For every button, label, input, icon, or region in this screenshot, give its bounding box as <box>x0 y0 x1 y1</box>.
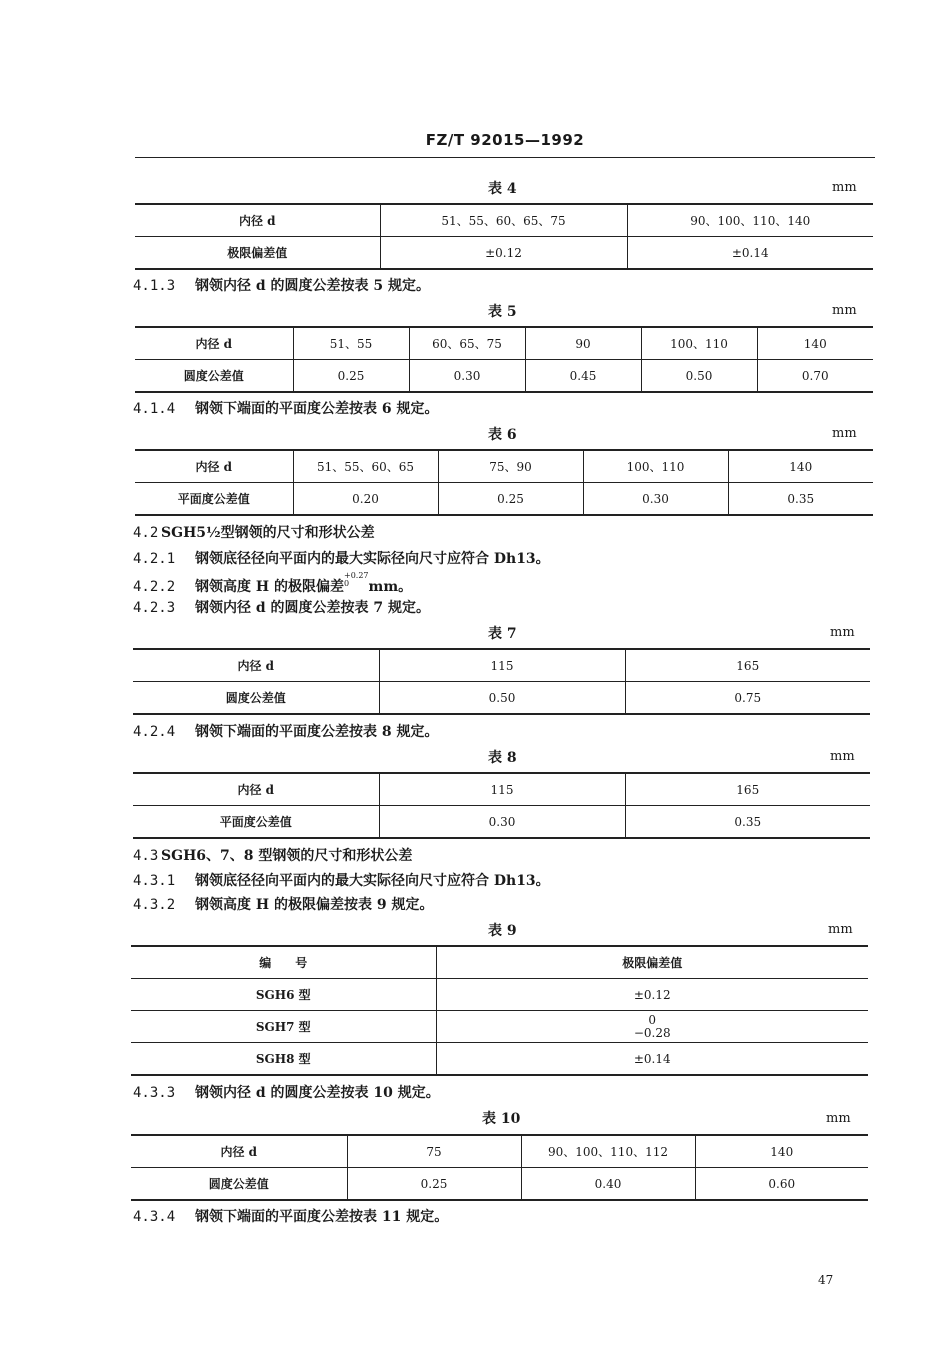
table-10 <box>131 1134 868 1201</box>
table-cell: 圆度公差值 <box>135 360 293 393</box>
table-row <box>133 806 870 839</box>
table-cell: 0.20 <box>293 483 438 516</box>
table-10-caption: 表 10 <box>482 1111 521 1127</box>
clause-text: 钢领底径径向平面内的最大实际径向尺寸应符合 Dh13。 <box>195 873 550 889</box>
table-cell: 内径 d <box>237 659 275 673</box>
table-cell-tolerance <box>436 1011 868 1043</box>
table-cell: 0.30 <box>409 360 525 393</box>
table-cell: 140 <box>728 450 873 483</box>
table-row <box>135 483 873 516</box>
clause-4-2-4 <box>133 721 439 741</box>
table-row <box>133 773 870 806</box>
table-cell: 75、90 <box>438 450 583 483</box>
header-rule <box>135 157 875 158</box>
table-cell: 0.30 <box>379 806 625 839</box>
table-row <box>131 1168 868 1201</box>
table-cell: 0.60 <box>695 1168 868 1201</box>
section-number: 4.3 <box>133 848 159 864</box>
table-row <box>133 649 870 682</box>
clause-number: 4.2.1 <box>133 551 176 567</box>
table-cell: 115 <box>379 649 625 682</box>
table-row <box>131 979 868 1011</box>
clause-4-2-2 <box>133 572 412 596</box>
table-cell: 圆度公差值 <box>133 682 379 715</box>
table-cell: 75 <box>347 1135 521 1168</box>
table-row <box>131 1043 868 1076</box>
table-cell: 0.35 <box>625 806 870 839</box>
clause-number: 4.2.2 <box>133 579 176 595</box>
table-10-unit: mm <box>826 1111 851 1126</box>
table-row <box>131 1011 868 1043</box>
table-cell: SGH7 型 <box>131 1011 436 1043</box>
table-cell: ±0.12 <box>380 237 627 270</box>
table-cell: SGH6 型 <box>131 979 436 1011</box>
clause-number: 4.3.2 <box>133 897 176 913</box>
table-cell: 165 <box>625 649 870 682</box>
tolerance-upper: +0.27 <box>343 571 369 580</box>
tolerance-upper: 0 <box>648 1012 657 1027</box>
table-cell: ±0.14 <box>627 237 873 270</box>
table-cell: 140 <box>695 1135 868 1168</box>
clause-text: 钢领下端面的平面度公差按表 6 规定。 <box>195 401 439 417</box>
clause-text: 钢领底径径向平面内的最大实际径向尺寸应符合 Dh13。 <box>195 551 550 567</box>
table-4-caption: 表 4 <box>488 181 517 197</box>
clause-text: 钢领高度 H 的极限偏差按表 9 规定。 <box>195 897 434 913</box>
table-cell: 165 <box>625 773 870 806</box>
tolerance-lower: 0 <box>343 579 350 588</box>
clause-text: 钢领内径 d 的圆度公差按表 5 规定。 <box>195 278 431 294</box>
clause-number: 4.3.3 <box>133 1085 176 1101</box>
document-header: FZ/T 92015—1992 <box>425 131 585 149</box>
table-5 <box>135 326 873 393</box>
clause-text: 钢领下端面的平面度公差按表 11 规定。 <box>195 1209 449 1225</box>
tolerance-lower: −0.28 <box>633 1025 671 1040</box>
table-9 <box>131 945 868 1076</box>
clause-number: 4.3.1 <box>133 873 176 889</box>
table-cell: 平面度公差值 <box>135 483 293 516</box>
clause-4-3-4 <box>133 1206 448 1226</box>
clause-number: 4.2.4 <box>133 724 176 740</box>
table-header-row <box>131 946 868 979</box>
table-4 <box>135 203 873 270</box>
clause-text-end: mm。 <box>368 579 413 595</box>
table-8-caption: 表 8 <box>488 750 517 766</box>
table-cell: 内径 d <box>237 783 275 797</box>
clause-4-2-1 <box>133 548 550 568</box>
table-cell: 内径 d <box>195 337 233 351</box>
clause-number: 4.2.3 <box>133 600 176 616</box>
table-5-unit: mm <box>832 303 857 318</box>
table-cell: 0.50 <box>379 682 625 715</box>
table-cell: 115 <box>379 773 625 806</box>
clause-text: 钢领高度 H 的极限偏差 <box>195 579 344 595</box>
table-cell: 0.35 <box>728 483 873 516</box>
table-row <box>135 450 873 483</box>
table-cell: ±0.14 <box>436 1043 868 1076</box>
table-cell: 平面度公差值 <box>133 806 379 839</box>
table-9-unit: mm <box>828 922 853 937</box>
table-7-caption: 表 7 <box>488 626 517 642</box>
table-9-caption: 表 9 <box>488 923 517 939</box>
section-4-2 <box>133 522 375 542</box>
table-8-unit: mm <box>830 749 855 764</box>
table-row <box>135 360 873 393</box>
table-cell: 内径 d <box>195 460 233 474</box>
section-4-3 <box>133 845 412 865</box>
table-cell: 内径 d <box>220 1145 258 1159</box>
clause-number: 4.3.4 <box>133 1209 176 1225</box>
table-cell: 51、55、60、65 <box>293 450 438 483</box>
clause-4-1-4 <box>133 398 439 418</box>
table-cell: 0.30 <box>583 483 728 516</box>
table-cell: 0.25 <box>438 483 583 516</box>
table-cell: 90、100、110、140 <box>627 204 873 237</box>
table-row <box>133 682 870 715</box>
tolerance-stack <box>344 572 369 588</box>
clause-number: 4.1.3 <box>133 278 176 294</box>
table-cell: 0.45 <box>525 360 641 393</box>
table-row <box>135 237 873 270</box>
table-cell: 圆度公差值 <box>131 1168 347 1201</box>
table-7-unit: mm <box>830 625 855 640</box>
table-cell: 0.75 <box>625 682 870 715</box>
table-header-cell: 极限偏差值 <box>436 946 868 979</box>
table-cell: 0.40 <box>521 1168 695 1201</box>
table-row <box>135 204 873 237</box>
clause-text: 钢领内径 d 的圆度公差按表 10 规定。 <box>195 1085 440 1101</box>
table-cell: 140 <box>757 327 873 360</box>
clause-4-3-2 <box>133 894 433 914</box>
clause-text: 钢领下端面的平面度公差按表 8 规定。 <box>195 724 439 740</box>
section-title: SGH6、7、8 型钢领的尺寸和形状公差 <box>161 848 413 864</box>
clause-4-3-1 <box>133 870 550 890</box>
table-6 <box>135 449 873 516</box>
table-header-cell: 编 号 <box>131 946 436 979</box>
page-number: 47 <box>818 1273 834 1287</box>
table-8 <box>133 772 870 839</box>
table-6-caption: 表 6 <box>488 427 517 443</box>
section-title: SGH5½型钢领的尺寸和形状公差 <box>161 525 375 541</box>
table-cell: 51、55 <box>293 327 409 360</box>
table-6-unit: mm <box>832 426 857 441</box>
clause-text: 钢领内径 d 的圆度公差按表 7 规定。 <box>195 600 431 616</box>
table-cell: 0.25 <box>293 360 409 393</box>
table-row <box>131 1135 868 1168</box>
table-row <box>135 327 873 360</box>
clause-number: 4.1.4 <box>133 401 176 417</box>
table-cell: 51、55、60、65、75 <box>380 204 627 237</box>
table-cell: 90 <box>525 327 641 360</box>
table-cell: ±0.12 <box>436 979 868 1011</box>
table-cell: 0.25 <box>347 1168 521 1201</box>
table-cell: 100、110 <box>583 450 728 483</box>
table-7 <box>133 648 870 715</box>
table-5-caption: 表 5 <box>488 304 517 320</box>
table-cell: 0.70 <box>757 360 873 393</box>
table-cell: 内径 d <box>238 214 276 228</box>
table-cell: 100、110 <box>641 327 757 360</box>
table-cell: 90、100、110、112 <box>521 1135 695 1168</box>
table-cell: 极限偏差值 <box>135 237 380 270</box>
table-4-unit: mm <box>832 180 857 195</box>
clause-4-2-3 <box>133 597 430 617</box>
table-cell: SGH8 型 <box>131 1043 436 1076</box>
clause-4-3-3 <box>133 1082 440 1102</box>
table-cell: 0.50 <box>641 360 757 393</box>
section-number: 4.2 <box>133 525 159 541</box>
clause-4-1-3 <box>133 275 430 295</box>
table-cell: 60、65、75 <box>409 327 525 360</box>
